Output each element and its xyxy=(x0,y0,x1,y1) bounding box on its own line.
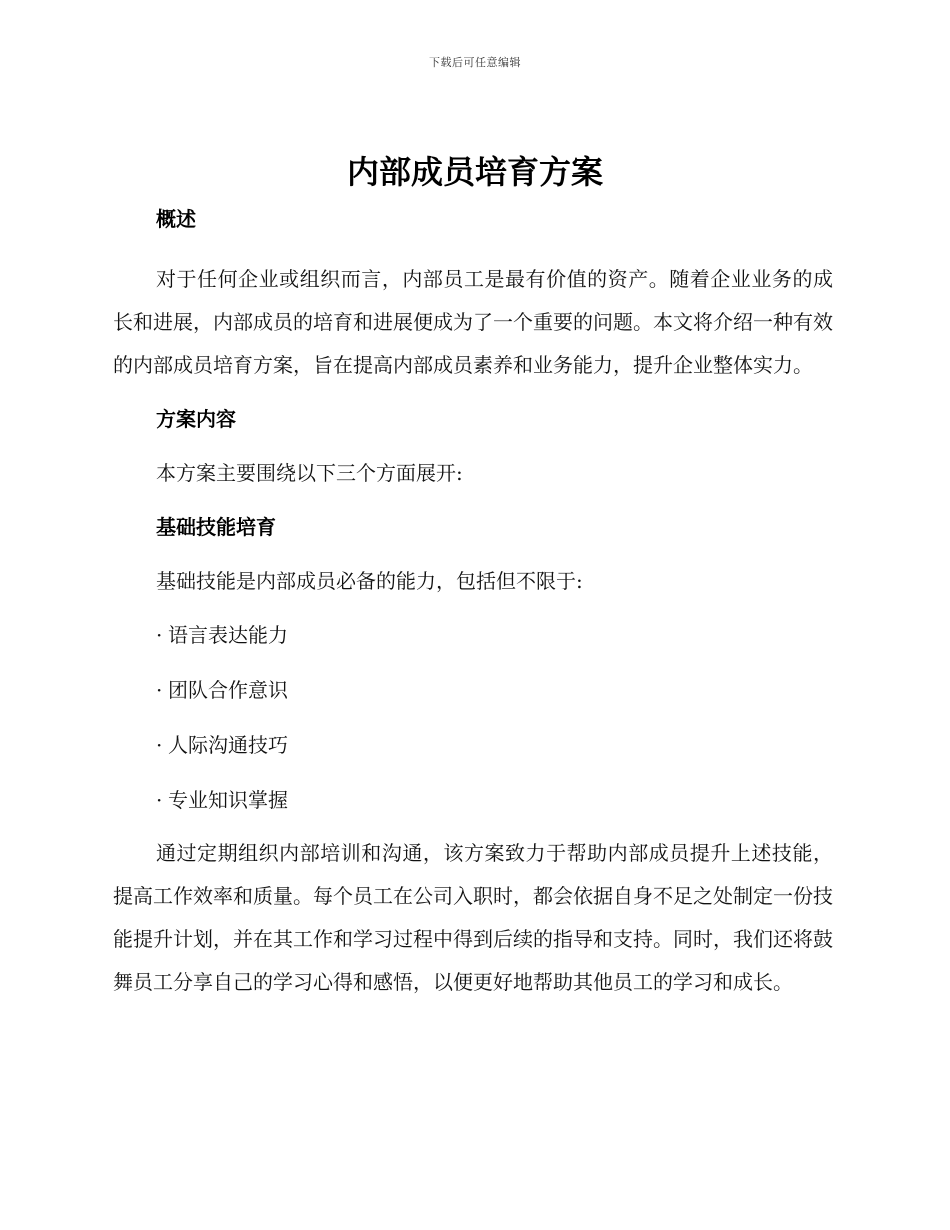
document-body xyxy=(113,203,833,1004)
list-item-text: 团队合作意识 xyxy=(168,678,288,702)
paragraph-overview: 对于任何企业或组织而言，内部员工是最有价值的资产。随着企业业务的成长和进展，内部成员的培育和进展便成为了一个重要的问题。本文将介绍一种有效的内部成员培育方案，旨在提高内部成员素养和业务能力，提升企业整体实力。 xyxy=(113,267,833,377)
list-item xyxy=(156,619,833,651)
header-note: 下载后可任意编辑 xyxy=(429,56,521,69)
bullet-dot-icon: · xyxy=(156,678,163,702)
paragraph-basic-details: 通过定期组织内部培训和沟通，该方案致力于帮助内部成员提升上述技能，提高工作效率和质量。每个员工在公司入职时，都会依据自身不足之处制定一份技能提升计划，并在其工作和学习过程中得到后续的指导和支持。同时，我们还将鼓舞员工分享自己的学习心得和感悟，以便更好地帮助其他员工的学习和成长。 xyxy=(113,841,833,994)
paragraph-basic-intro: 基础技能是内部成员必备的能力，包括但不限于: xyxy=(156,569,583,593)
list-item xyxy=(156,674,833,706)
section-heading-basic-skills: 基础技能培育 xyxy=(156,515,276,539)
section-heading-plan: 方案内容 xyxy=(156,407,236,431)
list-item xyxy=(156,784,833,816)
section-heading-overview: 概述 xyxy=(156,207,196,231)
bullet-dot-icon: · xyxy=(156,788,163,812)
paragraph-plan-intro: 本方案主要围绕以下三个方面展开: xyxy=(156,461,463,485)
list-item-text: 语言表达能力 xyxy=(168,623,288,647)
list-item-text: 专业知识掌握 xyxy=(168,788,288,812)
list-item xyxy=(156,729,833,761)
document-title: 内部成员培育方案 xyxy=(346,153,603,191)
bullet-dot-icon: · xyxy=(156,733,163,757)
bullet-dot-icon: · xyxy=(156,623,163,647)
list-item-text: 人际沟通技巧 xyxy=(168,733,288,757)
